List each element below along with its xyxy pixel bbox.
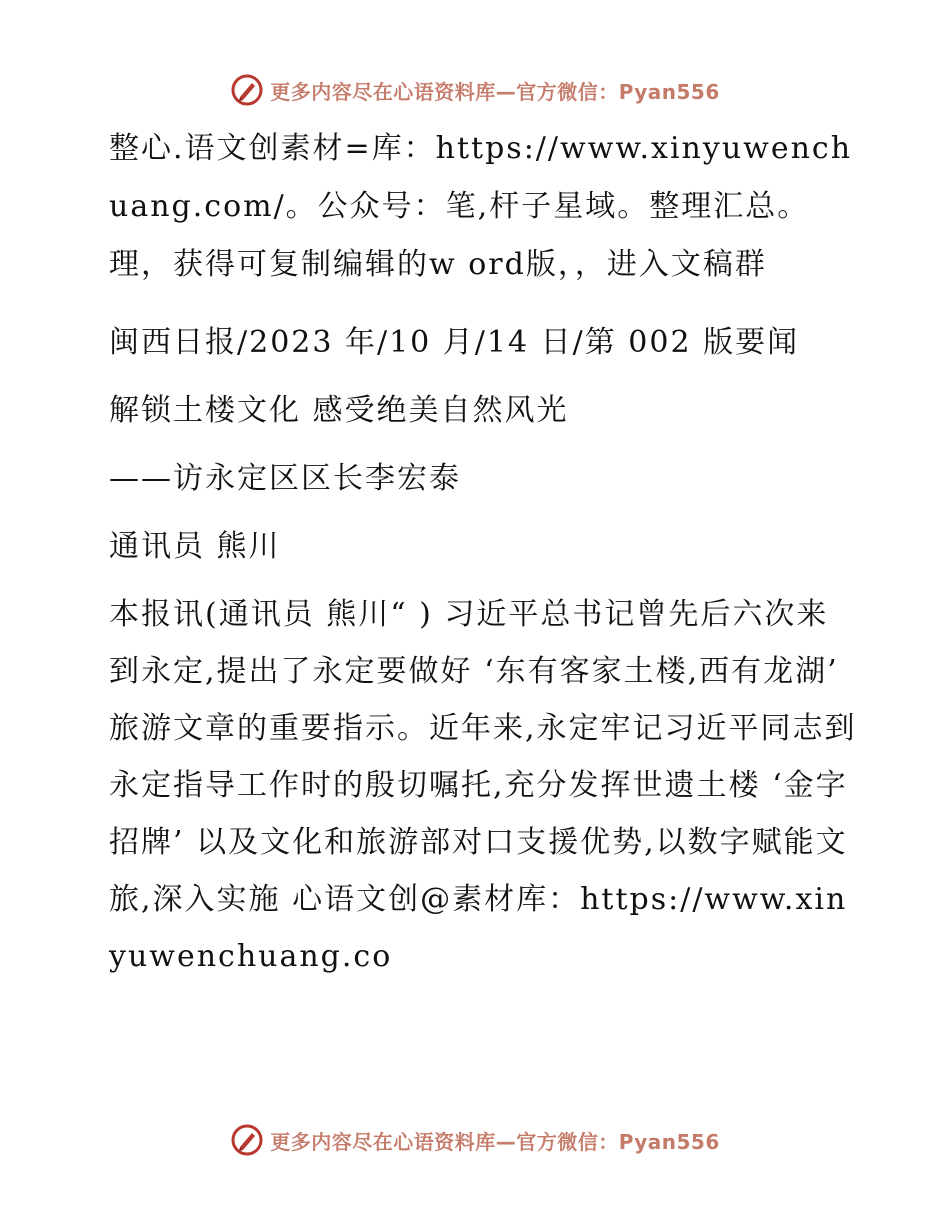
byline: 通讯员 熊川 [109,529,281,564]
headline: 解锁土楼文化 感受绝美自然风光 [109,393,569,428]
red-pen-seal-icon [230,73,264,107]
source-line: 闽西日报/2023 年/10 月/14 日/第 002 版要闻 [109,325,800,360]
footer-watermark-banner [0,1120,950,1160]
red-pen-seal-icon [230,1123,264,1157]
header-banner-text: 更多内容尽在心语资料库—官方微信：Pyan556 [270,79,720,104]
body-paragraph: 本报讯(通讯员 熊川“ ) 习近平总书记曾先后六次来到永定,提出了永定要做好 ‘东有客家土楼,西有龙湖’ 旅游文章的重要指示。近年来,永定牢记习近平同志到永定指导工作时的殷切嘱托,充分发挥世遗土楼 ‘金字招牌’ 以及文化和旅游部对口支援优势,以数字赋能文旅,深入实施 心语文创@素材库：https://www.xinyuwenchuang.co [109,597,857,974]
header-watermark-banner [0,70,950,110]
footer-banner-text: 更多内容尽在心语资料库—官方微信：Pyan556 [270,1129,720,1154]
document-content [97,120,857,985]
subheadline: ——访永定区区长李宏泰 [109,461,461,496]
intro-paragraph: 整心.语文创素材=库：https://www.xinyuwenchuang.com/。公众号：笔,杆子星域。整理汇总。理，获得可复制编辑的w ord版，，进入文稿群 [109,131,853,282]
